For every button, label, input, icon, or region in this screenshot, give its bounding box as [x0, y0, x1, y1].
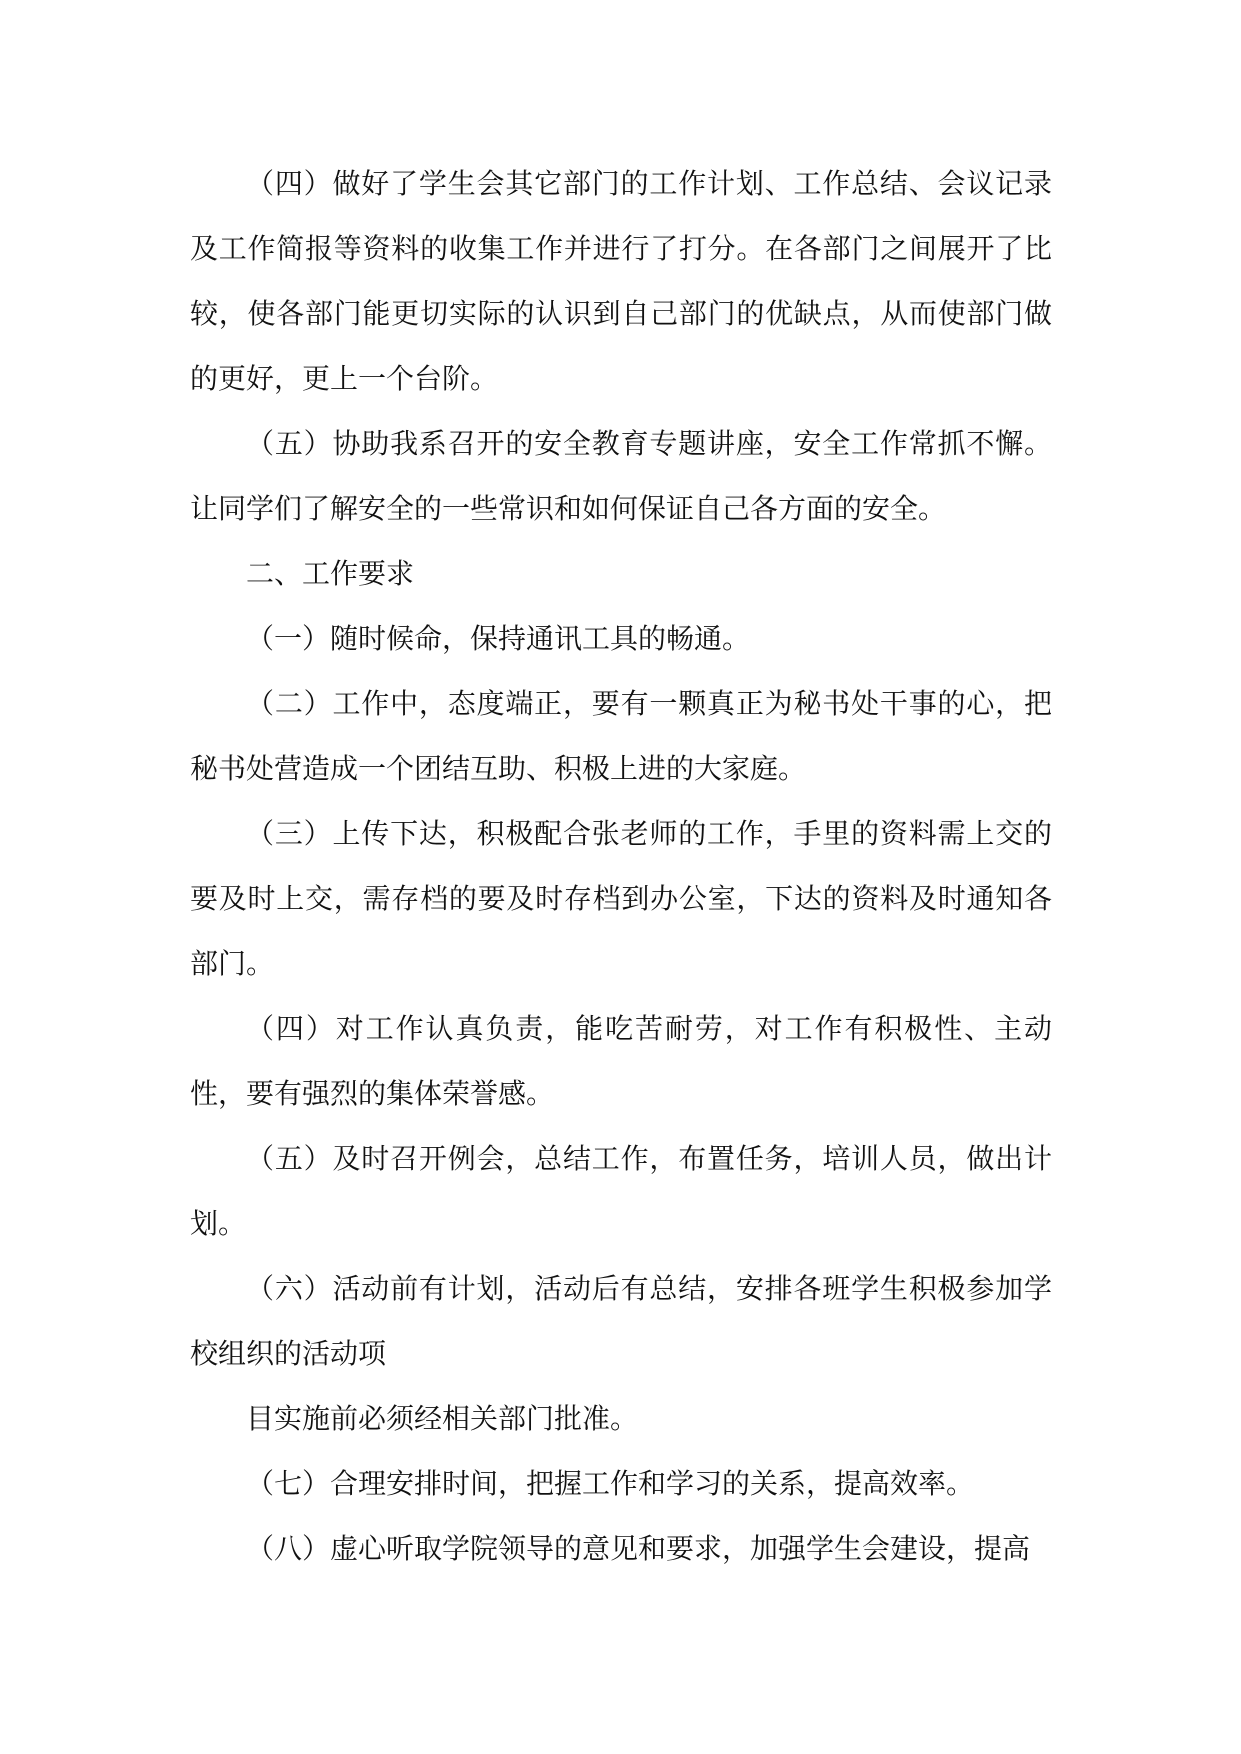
paragraph-communication: （三）上传下达，积极配合张老师的工作，手里的资料需上交的要及时上交，需存档的要及时存档到办公室，下达的资料及时通知各部门。 — [190, 817, 1052, 980]
paragraph-meetings: （五）及时召开例会，总结工作，布置任务，培训人员，做出计划。 — [190, 1142, 1052, 1240]
paragraph-attitude: （二）工作中，态度端正，要有一颗真正为秘书处干事的心，把秘书处营造成一个团结互助、积极上进的大家庭。 — [190, 687, 1052, 785]
section-heading-work-requirements: 二、工作要求 — [246, 557, 415, 590]
paragraph-activities: （六）活动前有计划，活动后有总结，安排各班学生积极参加学校组织的活动项 — [190, 1272, 1052, 1370]
paragraph-activities-continued: 目实施前必须经相关部门批准。 — [246, 1402, 639, 1435]
paragraph-responsibility: （四）对工作认真负责，能吃苦耐劳，对工作有积极性、主动性，要有强烈的集体荣誉感。 — [190, 1012, 1052, 1110]
paragraph-on-call: （一）随时候命，保持通讯工具的畅通。 — [246, 622, 751, 655]
paragraph-dept-records: （四）做好了学生会其它部门的工作计划、工作总结、会议记录及工作简报等资料的收集工作并进行了打分。在各部门之间展开了比较，使各部门能更切实际的认识到自己部门的优缺点，从而使部门做的更好，更上一个台阶。 — [190, 167, 1052, 395]
document-body — [190, 151, 1052, 1581]
paragraph-leadership-feedback: （八）虚心听取学院领导的意见和要求，加强学生会建设，提高 — [246, 1532, 1031, 1565]
paragraph-safety-lecture: （五）协助我系召开的安全教育专题讲座，安全工作常抓不懈。让同学们了解安全的一些常识和如何保证自己各方面的安全。 — [190, 427, 1052, 525]
paragraph-time-management: （七）合理安排时间，把握工作和学习的关系，提高效率。 — [246, 1467, 975, 1500]
